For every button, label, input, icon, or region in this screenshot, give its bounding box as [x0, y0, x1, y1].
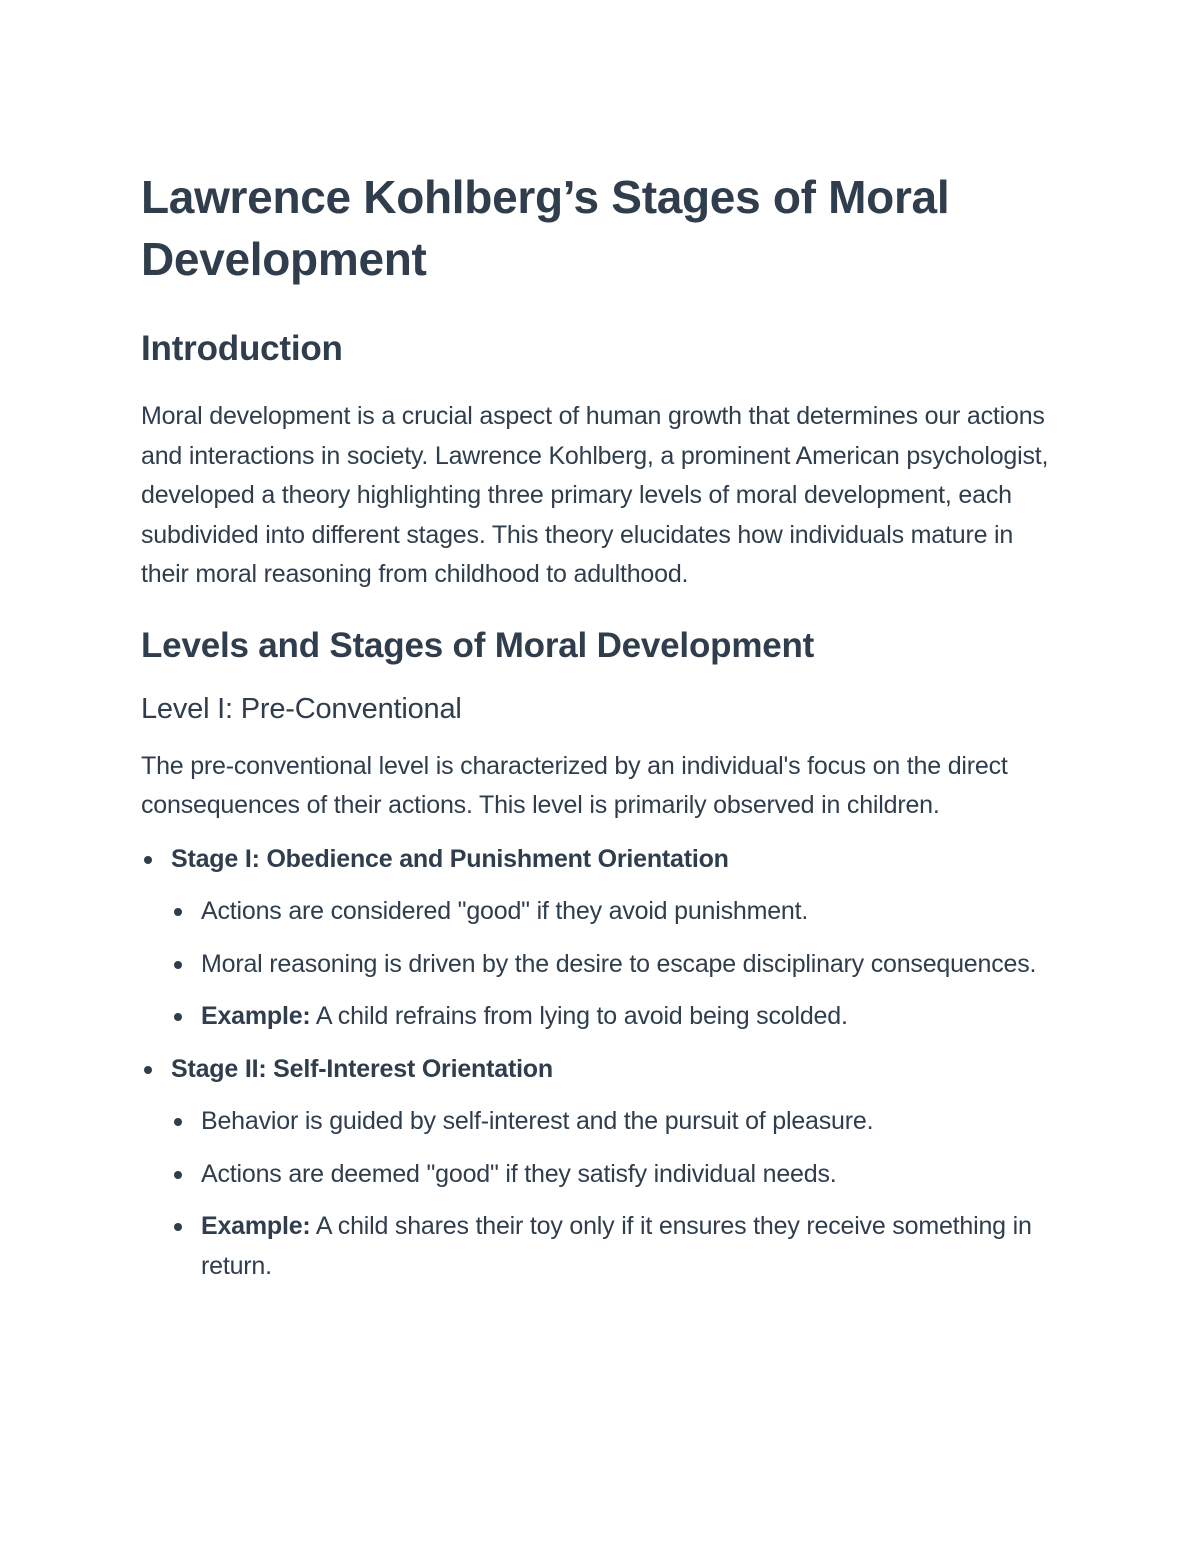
level-1-paragraph: The pre-conventional level is characterized by an individual's focus on the direct consequences of their actions. This level is primarily observed in children.	[141, 751, 1008, 819]
list-item	[171, 1102, 1061, 1142]
bullet-icon	[174, 908, 182, 916]
example-label: Example:	[201, 1002, 311, 1030]
document-title: Lawrence Kohlberg’s Stages of Moral Development	[141, 171, 950, 285]
list-item	[171, 945, 1061, 985]
level-1-heading: Level I: Pre-Conventional	[141, 692, 462, 725]
bullet-icon	[144, 856, 152, 864]
document-page	[141, 166, 1061, 1286]
levels-heading: Levels and Stages of Moral Development	[141, 625, 815, 665]
bullet-icon	[174, 1013, 182, 1021]
bullet-icon	[174, 1118, 182, 1126]
point-text: Actions are considered "good" if they avoid punishment.	[201, 897, 809, 925]
stage-list	[141, 840, 1061, 1287]
stage-title: Stage I: Obedience and Punishment Orientation	[171, 844, 729, 873]
intro-heading: Introduction	[141, 329, 343, 368]
stage-points	[171, 892, 1061, 1037]
intro-paragraph: Moral development is a crucial aspect of human growth that determines our actions and interactions in society. Lawrence Kohlberg, a prominent American psychologist, developed a theory highlighting three primary levels of moral development, each subdivided into different stages. This theory elucidates how individuals mature in their moral reasoning from childhood to adulthood.	[141, 402, 1049, 588]
bullet-icon	[174, 1171, 182, 1179]
bullet-icon	[174, 961, 182, 969]
list-item	[171, 892, 1061, 932]
list-item	[171, 997, 1061, 1037]
bullet-icon	[144, 1066, 152, 1074]
example-label: Example:	[201, 1212, 311, 1240]
stage-item	[141, 1050, 1061, 1287]
point-text: Moral reasoning is driven by the desire to escape disciplinary consequences.	[201, 949, 1037, 978]
example-text: A child shares their toy only if it ensures they receive something in return.	[201, 1212, 1032, 1280]
point-text: Actions are deemed "good" if they satisfy individual needs.	[201, 1159, 837, 1188]
list-item	[171, 1207, 1061, 1286]
example-text: A child refrains from lying to avoid being scolded.	[310, 1002, 848, 1030]
stage-item	[141, 840, 1061, 1037]
list-item	[171, 1155, 1061, 1195]
bullet-icon	[174, 1223, 182, 1231]
point-text: Behavior is guided by self-interest and the pursuit of pleasure.	[201, 1107, 874, 1135]
stage-title: Stage II: Self-Interest Orientation	[171, 1054, 553, 1083]
stage-points	[171, 1102, 1061, 1286]
